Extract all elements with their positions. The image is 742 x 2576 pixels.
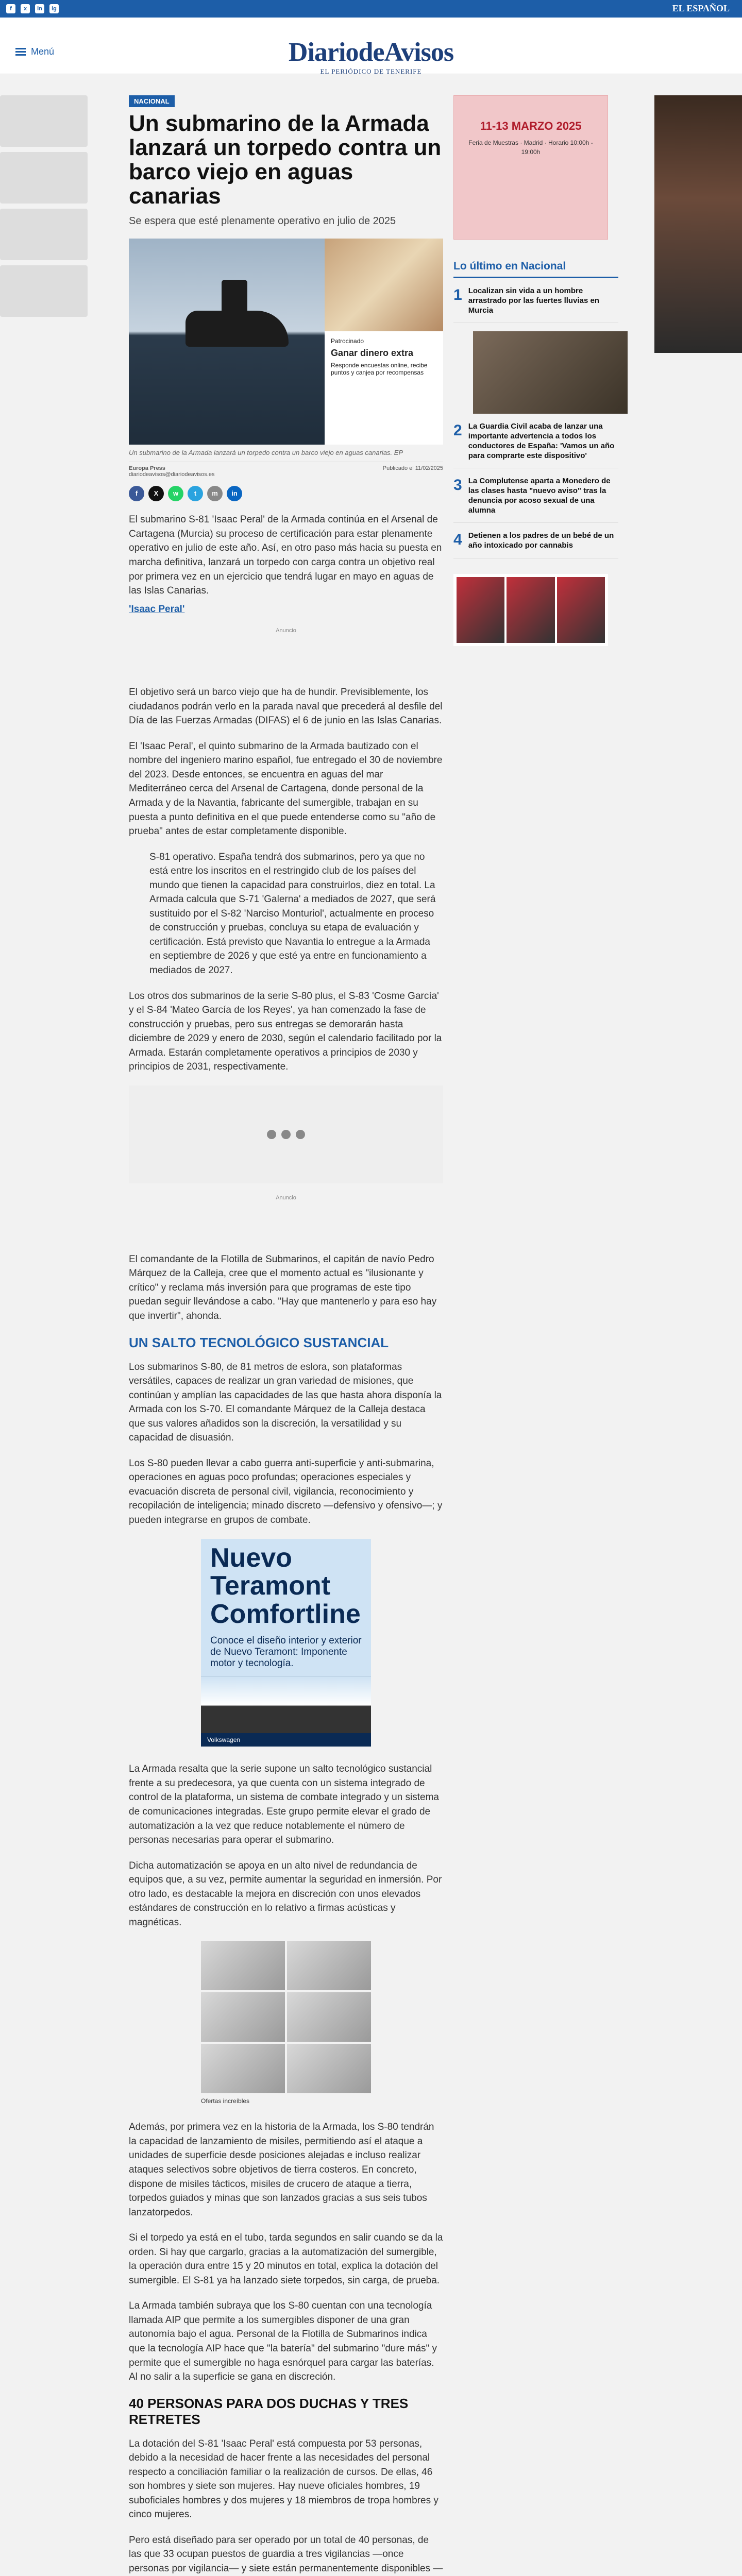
banner-brand: Volkswagen xyxy=(201,1733,371,1747)
product-tile[interactable] xyxy=(287,2044,371,2093)
product-tile[interactable] xyxy=(287,1992,371,2042)
rail-item-title[interactable]: La Guardia Civil acaba de lanzar una importante advertencia a todos los conductores de España: 'Vamos un año para comprarte este dispositivo' xyxy=(468,422,615,460)
share-linkedin-icon[interactable]: in xyxy=(227,486,242,501)
product-tile[interactable] xyxy=(287,1941,371,1990)
banner-headline[interactable]: Nuevo Teramont Comfortline xyxy=(210,1543,361,1629)
linkedin-icon[interactable]: in xyxy=(35,4,44,13)
author-email: diariodeavisos@diariodeavisos.es xyxy=(129,471,215,478)
share-telegram-icon[interactable]: t xyxy=(188,486,203,501)
product-tile[interactable] xyxy=(457,577,504,643)
top-bar xyxy=(0,0,742,18)
rail-item[interactable] xyxy=(453,477,618,523)
product-tile[interactable] xyxy=(201,1941,285,1990)
video-ad-placeholder[interactable] xyxy=(129,1086,443,1183)
promo-image xyxy=(325,239,443,331)
sponsored-promo[interactable] xyxy=(325,239,443,445)
paragraph: Los S-80 pueden llevar a cabo guerra anti-superficie y anti-submarina, operaciones en aguas poco profundas; operaciones especiales y evacuación discreta de personal civil, vigilancia, reconocimiento y recopilación de inteligencia; minado discreto —defensivo y ofensivo—; y pueden integrarse en grupos de combate. xyxy=(129,1458,443,1526)
rail-item-title[interactable]: Detienen a los padres de un bebé de un año intoxicado por cannabis xyxy=(468,531,614,550)
left-skyscraper-ad[interactable] xyxy=(0,95,88,322)
promo-sponsored-label: Patrocinado xyxy=(331,337,364,345)
product-tile[interactable] xyxy=(557,577,605,643)
rail-product-ad[interactable] xyxy=(453,574,608,646)
event-ad[interactable] xyxy=(453,95,608,240)
logo-subtitle: EL PERIÓDICO DE TENERIFE xyxy=(320,67,422,75)
ad-tile[interactable] xyxy=(0,209,88,260)
paragraph: Además, por primera vez en la historia de la Armada, los S-80 tendrán la capacidad de lanzamiento de misiles, permitiendo así el ataque a unidades de superficie desde posiciones alejadas e incluso realizar ataques selectivos sobre objetivos de tierra costeros. En concreto, dispone de misiles tácticos, misiles de crucero de ataque a tierra, torpedos guiados y minas que son lanzados gracias a sus seis tubos lanzatorpedos. xyxy=(129,2122,434,2218)
rail-item[interactable] xyxy=(453,286,618,323)
logo-name: DiariodeAvisos xyxy=(288,38,454,67)
isaac-peral-link[interactable]: 'Isaac Peral' xyxy=(129,603,185,615)
paragraph: Los otros dos submarinos de la serie S-80 plus, el S-83 'Cosme García' y el S-84 'Mateo García de los Reyes', ya han comenzado la fase de construcción y pruebas, pero sus entregas se demorarán hasta diciembre de 2029 y enero de 2030, según el calendario facilitado por la Armada. Estarán completamente operativos a principios de 2030 y principios de 2031, respectivamente. xyxy=(129,990,442,1073)
rail-item[interactable] xyxy=(453,531,618,558)
x-icon[interactable]: x xyxy=(21,4,30,13)
article-title: Un submarino de la Armada lanzará un torpedo contra un barco viejo en aguas canarias xyxy=(129,111,442,209)
facebook-icon[interactable]: f xyxy=(6,4,15,13)
site-logo[interactable] xyxy=(0,37,742,76)
paragraph: Dicha automatización se apoya en un alto nivel de redundancia de equipos que, a su vez, permite aumentar la seguridad en inmersión. Por otro lado, es destacable la mejora en discreción con unos elevados estándares de construcción en lo relativo a firmas acústicas y magnéticas. xyxy=(129,1860,442,1928)
car-banner-ad[interactable] xyxy=(201,1539,371,1747)
rail-item[interactable] xyxy=(453,422,618,468)
paragraph-text: El submarino S-81 'Isaac Peral' de la Armada continúa en el Arsenal de Cartagena (Murcia) su proceso de certificación para estar plenamente operativo en julio de este año. Así, en otro paso más hacia su puesta en marcha definitiva, lanzará un torpedo con carga contra un objetivo real por primera vez en un ejercicio que tendrá lugar en mayo en aguas de las Islas Canarias. xyxy=(129,514,442,597)
inline-link-row xyxy=(129,602,443,617)
paragraph: Si el torpedo ya está en el tubo, tarda segundos en salir cuando se da la orden. Si hay que cargarlo, gracias a la automatización del sumergible, la operación dura entre 15 y 20 minutos en total, explica la dotación del sumergible. El S-81 ya ha lanzado siete torpedos, sin carga, de prueba. xyxy=(129,2232,443,2286)
rail-item-number: 4 xyxy=(453,531,462,549)
rail-title[interactable]: Lo último en Nacional xyxy=(453,260,618,278)
share-bar xyxy=(129,486,443,501)
paragraph: La Armada resalta que la serie supone un salto tecnológico sustancial frente a su predecesora, ya que cuenta con un sistema integrado de control de la plataforma, un sistema de combate integrado y un sistema de comunicaciones integradas. Este grupo permite elevar el grado de automatización a la vez que reduce notablemente el número de personas necesarias para operar el submarino. xyxy=(129,1764,439,1846)
product-tile[interactable] xyxy=(201,2044,285,2093)
car-image xyxy=(201,1676,371,1733)
site-header xyxy=(0,18,742,74)
share-facebook-icon[interactable]: f xyxy=(129,486,144,501)
paragraph: La dotación del S-81 'Isaac Peral' está compuesta por 53 personas, debido a la necesidad de hacer frente a las necesidades del personal respecto a conciliación familiar o la realización de cursos. De ellas, 46 son hombres y siete son mujeres. Hay nueve oficiales hombres, 19 suboficiales hombres y dos mujeres y 18 miembros de tropa hombres y cinco mujeres. xyxy=(129,2438,439,2520)
promo-text: Responde encuestas online, recibe puntos y canjea por recompensas xyxy=(331,362,428,377)
menu-label: Menú xyxy=(31,46,55,57)
author-name[interactable]: Europa Press xyxy=(129,465,165,472)
ad-label: Anuncio xyxy=(276,1194,296,1201)
event-date: 11-13 MARZO 2025 xyxy=(480,120,582,132)
instagram-icon[interactable]: ig xyxy=(49,4,59,13)
article-meta xyxy=(129,462,443,478)
paragraph: Los submarinos S-80, de 81 metros de eslora, son plataformas versátiles, capaces de realizar un gran variedad de misiones, que continúan y amplían las capacidades de las que hasta ahora disponía la Armada con los S-70. El comandante Márquez de la Calleja destaca que sus valores añadidos son la discreción, la versatilidad y su capacidad de disuasión. xyxy=(129,1361,442,1444)
subheading: 40 PERSONAS PARA DOS DUCHAS Y TRES RETRETES xyxy=(129,2395,409,2427)
article xyxy=(129,95,443,2576)
paragraph: S-81 operativo. España tendrá dos submarinos, pero ya que no está entre los inscritos en el restringido club de los países del mundo que tienen la capacidad para construirlos, diez en total. La Armada calcula que S-71 'Galerna' a mediados de 2027, que será sustituido por el S-82 'Narciso Monturiol', actualmente en proceso de construcción y pruebas, concluya su etapa de evaluación y certificación. Está previsto que Navantia lo entregue a la Armada en septiembre de 2026 y que esté ya entre en funcionamiento a mediados de 2027. xyxy=(149,851,436,976)
paragraph: El comandante de la Flotilla de Submarinos, el capitán de navío Pedro Márquez de la Calleja, cree que el momento actual es "ilusionante y crítico" y reclama más inversión para que programas de este tipo puedan seguir llevándose a cabo. "Hay que mantenerlo y para eso hay que invertir", ahonda. xyxy=(129,1253,437,1321)
loading-dots-icon xyxy=(267,1130,305,1139)
hero-image xyxy=(129,239,443,445)
rail-item-image[interactable] xyxy=(473,331,628,414)
rail-item-number: 3 xyxy=(453,477,462,494)
rail-item-title[interactable]: La Complutense aparta a Monedero de las clases hasta "nuevo aviso" tras la denuncia por acoso sexual de una alumna xyxy=(468,477,611,515)
paragraph: El 'Isaac Peral', el quinto submarino de la Armada bautizado con el nombre del ingeniero marino español, fue entregado el 30 de noviembre del 2023. Desde entonces, se encuentra en aguas del mar Mediterráneo cerca del Arsenal de Cartagena, donde personal de la Armada y de la Navantia, fabricante del sumergible, trabajan en su puesta a punto definitiva en el que puede entenderse como su "año de prueba" antes de estar completamente disponible. xyxy=(129,740,443,837)
publish-date: Publicado el 11/02/2025 xyxy=(382,465,443,472)
banner-text: Conoce el diseño interior y exterior de Nuevo Teramont: Imponente motor y tecnología. xyxy=(210,1635,362,1669)
social-links xyxy=(6,4,59,13)
spacer xyxy=(129,644,443,685)
section-tag[interactable]: NACIONAL xyxy=(129,95,175,107)
share-email-icon[interactable]: m xyxy=(207,486,223,501)
ad-label: Anuncio xyxy=(276,628,296,634)
image-caption: Un submarino de la Armada lanzará un torpedo contra un barco viejo en aguas canarias. EP xyxy=(129,449,403,457)
paragraph: El objetivo será un barco viejo que ha de hundir. Previsiblemente, los ciudadanos podrán verlo en la parada naval que precederá al desfile del Día de las Fuerzas Armadas (DIFAS) el 6 de junio en las Islas Canarias. xyxy=(129,687,443,726)
submarine-image xyxy=(185,311,289,347)
rail-item-title[interactable]: Localizan sin vida a un hombre arrastrado por las fuertes lluvias en Murcia xyxy=(468,286,599,315)
partner-logo[interactable]: EL ESPAÑOL xyxy=(672,3,730,13)
right-skyscraper-ad[interactable] xyxy=(654,95,742,353)
product-grid-ad[interactable] xyxy=(201,1941,371,2105)
ad-tile[interactable] xyxy=(0,265,88,317)
grid-ad-label: Ofertas increíbles xyxy=(201,2097,250,2105)
product-tile[interactable] xyxy=(201,1992,285,2042)
rail-item-number: 2 xyxy=(453,422,462,439)
ad-tile[interactable] xyxy=(0,152,88,204)
paragraph: La Armada también subraya que los S-80 cuentan con una tecnología llamada AIP que permite a los sumergibles disponer de una gran autonomía bajo el agua. Personal de la Flotilla de Submarinos indica que la tecnología AIP hace que "la batería" del submarino "dure más" y permite que el sumergible no haga esnórquel para cargar las baterías. Al no salir a la superficie se gana en discreción. xyxy=(129,2300,437,2383)
subheading: UN SALTO TECNOLÓGICO SUSTANCIAL xyxy=(129,1334,389,1350)
event-venue: Feria de Muestras · Madrid · Horario 10:00h - 19:00h xyxy=(468,139,593,156)
rail-item-number: 1 xyxy=(453,286,462,303)
product-tile[interactable] xyxy=(507,577,554,643)
share-whatsapp-icon[interactable]: w xyxy=(168,486,183,501)
ad-tile[interactable] xyxy=(0,95,88,147)
share-x-icon[interactable]: X xyxy=(148,486,164,501)
ad-person-image[interactable] xyxy=(654,95,742,353)
article-dek: Se espera que esté plenamente operativo en julio de 2025 xyxy=(129,215,396,227)
paragraph: Pero está diseñado para ser operado por un total de 40 personas, de las que 33 ocupan puestos de guardia a tres vigilancias —once personas por vigilancia— y siete están permanentemente disponibles — xyxy=(129,2534,443,2574)
paragraph-intro xyxy=(129,513,443,598)
right-rail xyxy=(453,95,618,646)
promo-title[interactable]: Ganar dinero extra xyxy=(331,348,414,359)
